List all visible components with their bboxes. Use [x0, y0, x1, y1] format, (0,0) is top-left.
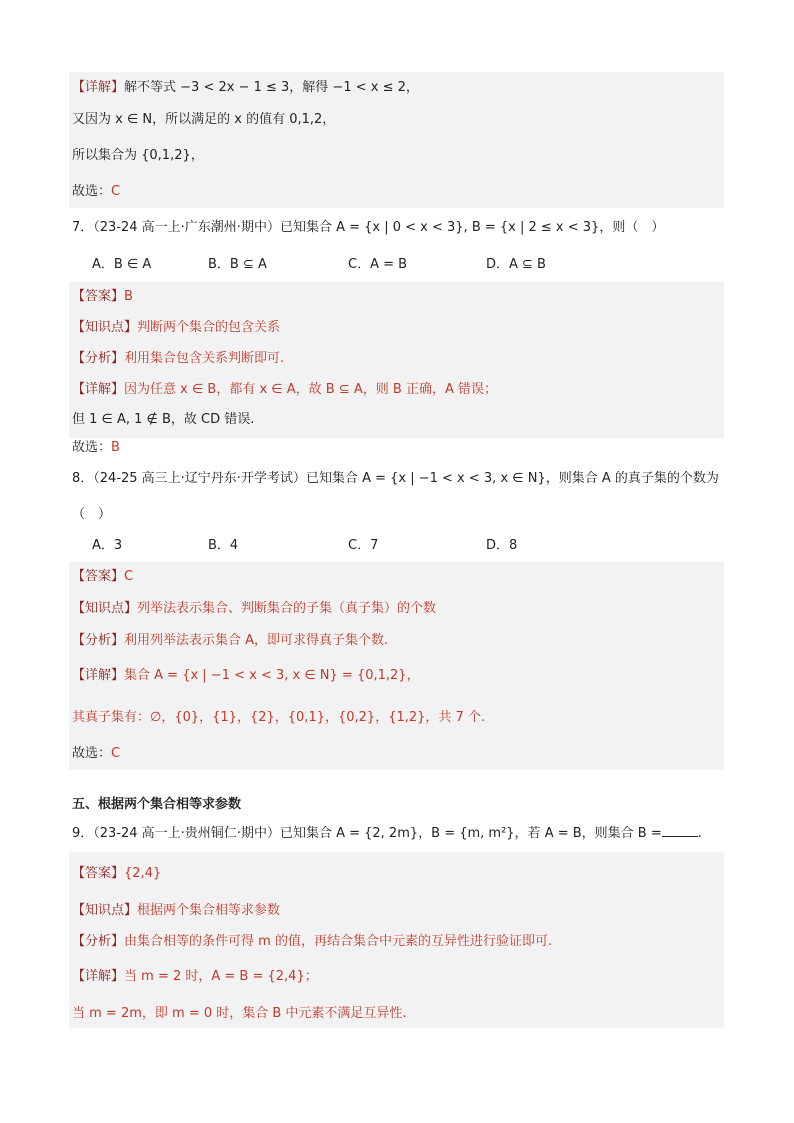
answer-line	[72, 865, 161, 883]
choose-label: 故选：	[72, 746, 112, 761]
detail-tag: 【详解】	[72, 80, 125, 95]
choose-label: 故选：	[72, 440, 112, 455]
knowledge-text: 列举法表示集合、判断集合的子集（真子集）的个数	[137, 601, 437, 616]
answer-line	[72, 568, 133, 586]
analysis-text: 由集合相等的条件可得 m 的值，再结合集合中元素的互异性进行验证即可.	[124, 934, 553, 949]
q8-option-d: D．8	[486, 538, 518, 553]
answer-blank	[662, 824, 698, 837]
knowledge-tag: 【知识点】	[72, 601, 138, 616]
analysis-text: 利用列举法表示集合 A，即可求得真子集个数.	[124, 633, 389, 648]
analysis-line	[72, 350, 284, 368]
q7-option-d: D．A ⊆ B	[486, 257, 546, 272]
detail-text: 当 m = 2 时，A = B = {2,4}；	[124, 969, 318, 984]
knowledge-tag: 【知识点】	[72, 320, 138, 335]
choose-label: 故选：	[72, 184, 112, 199]
solution-block-q8	[69, 562, 724, 770]
analysis-tag: 【分析】	[72, 633, 125, 648]
knowledge-line	[72, 902, 280, 920]
choose-line	[72, 745, 120, 763]
knowledge-text: 根据两个集合相等求参数	[137, 903, 281, 918]
solution-line: 所以集合为 {0,1,2}，	[72, 148, 204, 163]
question-9-stem	[72, 824, 702, 843]
solution-line: 又因为 x ∈ N，所以满足的 x 的值有 0,1,2，	[72, 112, 336, 127]
knowledge-tag: 【知识点】	[72, 903, 138, 918]
detail-text: 集合 A = {x | −1 < x < 3, x ∈ N} = {0,1,2}，	[124, 668, 420, 683]
section-title: 五、根据两个集合相等求参数	[72, 797, 242, 812]
choose-line	[72, 439, 120, 457]
analysis-text: 利用集合包含关系判断即可.	[124, 351, 285, 366]
answer-tag: 【答案】	[72, 866, 125, 881]
q8-option-a: A．3	[92, 538, 123, 553]
detail-tag: 【详解】	[72, 969, 125, 984]
analysis-line	[72, 632, 388, 650]
knowledge-text: 判断两个集合的包含关系	[137, 320, 281, 335]
choose-line	[72, 183, 120, 201]
detail-text: 解不等式 −3 < 2x − 1 ≤ 3，解得 −1 < x ≤ 2，	[124, 80, 419, 95]
detail-line	[72, 667, 420, 685]
q7-option-a: A．B ∈ A	[92, 257, 152, 272]
analysis-tag: 【分析】	[72, 351, 125, 366]
answer-line	[72, 288, 133, 306]
choose-answer: C	[111, 184, 121, 199]
choose-answer: C	[111, 746, 121, 761]
q9-stem-text: 9．（23-24 高一上·贵州铜仁·期中）已知集合 A = {2, 2m}，B = {m, m²}，若 A = B，则集合 B =	[72, 826, 662, 841]
answer-tag: 【答案】	[72, 569, 125, 584]
detail-line	[72, 381, 497, 399]
detail-tag: 【详解】	[72, 668, 125, 683]
detail-line	[72, 968, 318, 986]
detail-tag: 【详解】	[72, 382, 125, 397]
q7-option-b: B．B ⊆ A	[208, 257, 267, 272]
answer-tag: 【答案】	[72, 289, 125, 304]
answer-value: C	[124, 569, 134, 584]
knowledge-line	[72, 319, 280, 337]
answer-value: B	[124, 289, 133, 304]
knowledge-line	[72, 600, 436, 618]
q8-option-c: C．7	[348, 538, 379, 553]
analysis-tag: 【分析】	[72, 934, 125, 949]
q8-option-b: B．4	[208, 538, 239, 553]
question-7-stem: 7．（23-24 高一上·广东潮州·期中）已知集合 A = {x | 0 < x < 3}, B = {x | 2 ≤ x < 3}，则（ ）	[72, 220, 665, 235]
analysis-line	[72, 933, 552, 951]
q9-stem-end: .	[697, 826, 702, 841]
detail-text: 因为任意 x ∈ B，都有 x ∈ A，故 B ⊆ A，则 B 正确，A 错误；	[124, 382, 497, 397]
choose-answer: B	[111, 440, 120, 455]
detail-line-2: 当 m = 2m，即 m = 0 时，集合 B 中元素不满足互异性.	[72, 1006, 407, 1021]
q7-option-c: C．A = B	[348, 257, 408, 272]
detail-line-2: 但 1 ∈ A, 1 ∉ B，故 CD 错误.	[72, 412, 255, 427]
detail-line-2: 其真子集有：∅，{0}，{1}，{2}，{0,1}，{0,2}，{1,2}，共 7 个.	[72, 710, 486, 725]
solution-detail-line	[72, 79, 419, 97]
question-8-stem: 8．（24-25 高三上·辽宁丹东·开学考试）已知集合 A = {x | −1 < x < 3, x ∈ N}，则集合 A 的真子集的个数为	[72, 471, 719, 486]
question-8-stem-cont: （ ）	[72, 507, 112, 522]
answer-value: {2,4}	[124, 866, 162, 881]
